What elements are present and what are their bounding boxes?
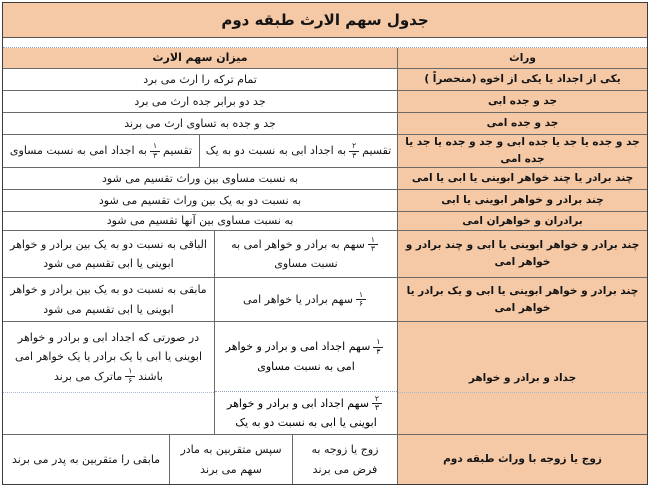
share-cell-remainder: الباقی به نسبت دو به یک بین برادر و خواهر ابوینی یا ابی تقسیم می شود (3, 231, 214, 277)
title-row (3, 3, 647, 38)
fraction-denominator: ۳ (370, 244, 375, 254)
table-row (3, 112, 647, 134)
frac-pre-text: در صورتی که اجداد ابی و برادر و خواهر ابوینی یا ابی با یک برادر یا یک خواهر امی باشند (14, 331, 203, 383)
fraction-numerator: ۱ (125, 367, 135, 377)
table-row-grandparents-siblings (3, 321, 647, 434)
share-text (243, 290, 369, 309)
share-cell: تمام ترکه را ارث می برد (3, 69, 397, 90)
share-cell-paternal (199, 135, 397, 167)
share-cell-paternal-relatives: مابقی را متقربین به پدر می برند (3, 435, 169, 484)
share-text (206, 141, 391, 160)
frac-post-text: سهم اجداد ابی و برادر و خواهر ابوینی یا ابی به نسبت دو به یک (227, 396, 377, 429)
share-cell: به نسبت مساوی بین وراث تقسیم می شود (3, 168, 397, 189)
fraction-numerator: ۲ (349, 142, 359, 152)
fraction-two-thirds (349, 142, 359, 160)
heirs-text: جداد و برادر و خواهر (468, 371, 577, 384)
share-cell-maternal-sibs (214, 231, 397, 277)
frac-pre-text: تقسیم (163, 144, 193, 158)
heirs-cell-merged (397, 322, 647, 434)
fraction-denominator: ۳ (152, 150, 158, 160)
frac-pre-text: تقسیم (362, 144, 392, 158)
share-cell-maternal (3, 135, 199, 167)
share-cell-remainder: مابقی به نسبت دو به یک بین برادر و خواهر ابوینی یا ابی تقسیم می شود (3, 278, 214, 321)
share-cell: جد و جده به تساوی ارث می برند (3, 113, 397, 134)
table-row (3, 230, 647, 277)
heirs-cell: چند برادر یا چند خواهر ابوینی یا ابی یا امی (397, 168, 647, 189)
heirs-cell: جد و جده یا جد یا جده ابی و جد و جده یا جد یا جده امی (397, 135, 647, 167)
heirs-cell: چند برادر و خواهر ابوینی یا ابی و چند برادر و خواهر امی (397, 231, 647, 277)
inheritance-table (2, 2, 648, 485)
header-share-cell: میزان سهم الارث (3, 48, 397, 68)
heirs-cell: برادران و خواهران امی (397, 212, 647, 230)
heirs-cell: جد و جده ابی (397, 91, 647, 112)
share-subcell-maternal (215, 322, 397, 392)
frac-post-text: سهم برادر یا خواهر امی (243, 292, 353, 306)
heirs-cell: جد و جده امی (397, 113, 647, 134)
frac-post-text: به اجداد ابی به نسبت دو به یک (205, 144, 347, 158)
dotted-divider (3, 392, 214, 393)
fraction-denominator: ۶ (358, 299, 363, 309)
table-row (3, 277, 647, 321)
dotted-divider (398, 392, 647, 393)
fraction-denominator: ۶ (128, 376, 133, 385)
header-row (3, 47, 647, 68)
share-subcolumn (214, 322, 397, 434)
share-text (10, 141, 192, 160)
fraction-one-third (368, 236, 378, 254)
table-row (3, 167, 647, 189)
frac-post-text: به اجداد امی به نسبت مساوی (9, 144, 147, 158)
table-row (3, 134, 647, 167)
share-text (220, 394, 392, 433)
share-text (220, 235, 392, 274)
table-row (3, 68, 647, 90)
share-text (8, 328, 209, 386)
share-cell-maternal-relatives: سپس متقربین به مادر سهم می برند (169, 435, 292, 484)
fraction-numerator: ۱ (150, 142, 160, 152)
table-row (3, 90, 647, 112)
share-subcell-paternal (215, 392, 397, 434)
table-row-spouse (3, 434, 647, 484)
heirs-cell: چند برادر و خواهر ابوینی یا ابی و یک برادر یا خواهر امی (397, 278, 647, 321)
fraction-denominator: ۳ (352, 150, 357, 160)
fraction-one-third (373, 338, 383, 356)
page-title: جدول سهم الارث طبقه دوم (3, 3, 647, 37)
title-spacer (3, 38, 647, 47)
table-row (3, 211, 647, 230)
share-cell: جد دو برابر جده ارث می برد (3, 91, 397, 112)
heirs-cell: یکی از اجداد یا یکی از اخوه (منحصراً ) (397, 69, 647, 90)
share-cell-condition (3, 322, 214, 434)
fraction-numerator: ۱ (373, 338, 383, 348)
fraction-numerator: ۱ (368, 236, 378, 246)
frac-post-text: ماترک می برند (53, 369, 123, 383)
header-heirs-cell: وراث (397, 48, 647, 68)
fraction-one-third (150, 142, 160, 160)
fraction-numerator: ۱ (356, 291, 366, 301)
share-cell: به نسبت دو به یک بین وراث تقسیم می شود (3, 190, 397, 211)
fraction-denominator: ۳ (374, 403, 379, 413)
fraction-numerator: ۲ (372, 395, 382, 405)
frac-post-text: سهم اجداد امی و برادر و خواهر امی به نسبت مساوی (225, 340, 371, 373)
share-cell-maternal-sib (214, 278, 397, 321)
table-row (3, 189, 647, 211)
fraction-one-sixth (125, 367, 135, 385)
heirs-cell: زوج یا زوجه با وراث طبقه دوم (397, 435, 647, 484)
share-cell: به نسبت مساوی بین آنها تقسیم می شود (3, 212, 397, 230)
share-cell-spouse-portion: زوج یا زوجه به فرض می برند (292, 435, 397, 484)
share-text (220, 337, 392, 376)
fraction-one-sixth (356, 291, 366, 309)
fraction-two-thirds (372, 395, 382, 413)
frac-post-text: سهم به برادر و خواهر امی به نسبت مساوی (231, 237, 365, 270)
fraction-denominator: ۳ (376, 346, 381, 356)
heirs-cell: چند برادر و خواهر ابوینی یا ابی (397, 190, 647, 211)
